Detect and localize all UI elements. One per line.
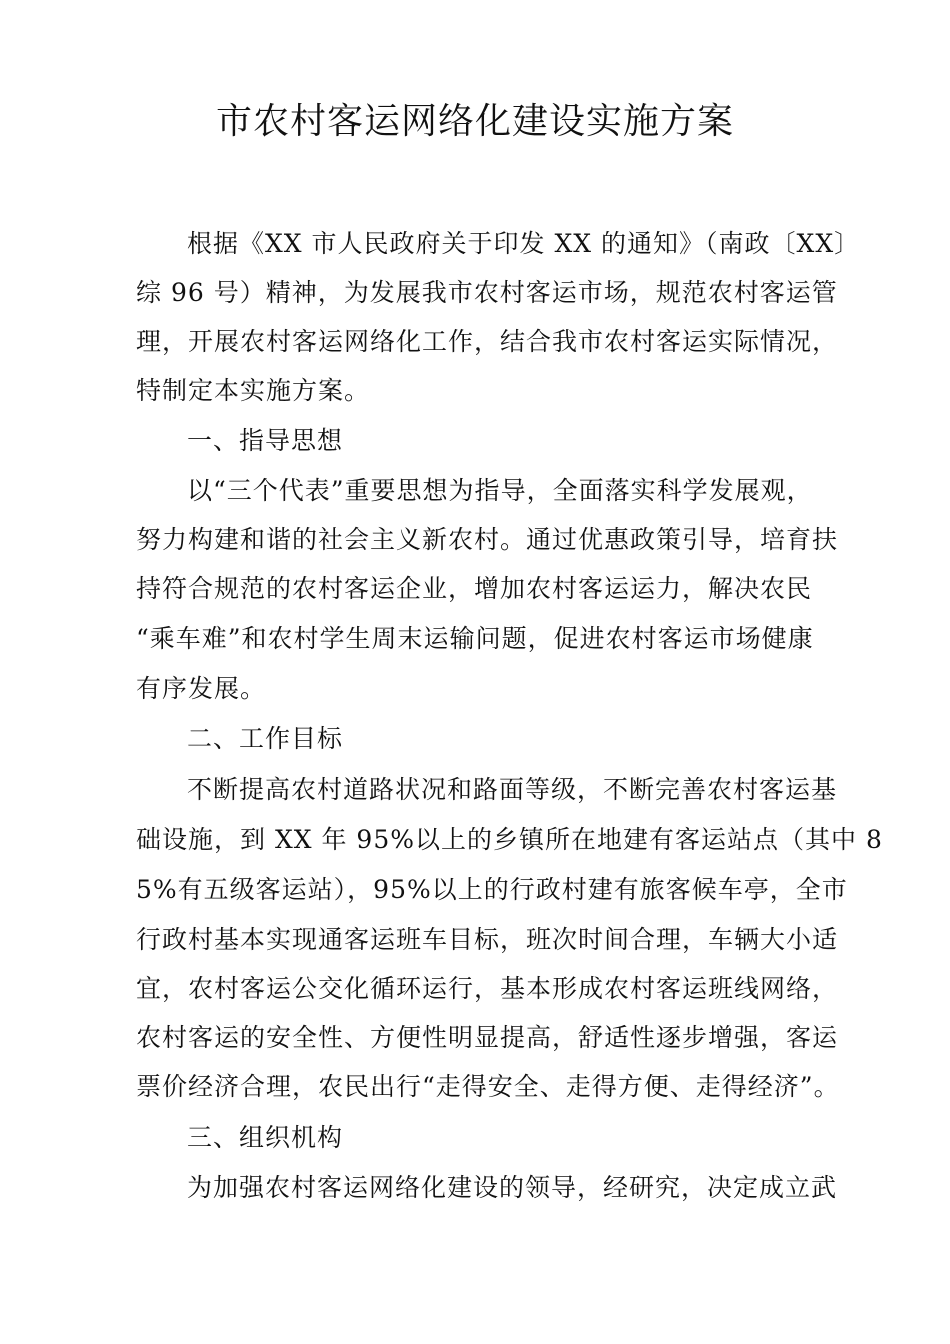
section-heading: 二、工作目标 bbox=[187, 724, 344, 753]
paragraph-line: 宜，农村客运公交化循环运行，基本形成农村客运班线网络， bbox=[136, 974, 839, 1003]
paragraph-line: 础设施，到 XX 年 95%以上的乡镇所在地建有客运站点（其中 8 bbox=[136, 825, 883, 854]
paragraph-line: 特制定本实施方案。 bbox=[136, 376, 371, 405]
paragraph-line: “乘车难”和农村学生周末运输问题，促进农村客运市场健康 bbox=[136, 624, 814, 653]
paragraph-line: 理，开展农村客运网络化工作，结合我市农村客运实际情况， bbox=[136, 327, 839, 356]
paragraph-line: 有序发展。 bbox=[136, 674, 267, 703]
section-heading: 一、指导思想 bbox=[187, 426, 344, 455]
paragraph-line: 票价经济合理，农民出行“走得安全、走得方便、走得经济”。 bbox=[136, 1072, 840, 1101]
paragraph-line: 不断提高农村道路状况和路面等级，不断完善农村客运基 bbox=[187, 775, 838, 804]
paragraph-line: 为加强农村客运网络化建设的领导，经研究，决定成立武 bbox=[187, 1173, 838, 1202]
paragraph-line: 综 96 号）精神，为发展我市农村客运市场，规范农村客运管 bbox=[136, 278, 838, 307]
paragraph-line: 持符合规范的农村客运企业，增加农村客运运力，解决农民 bbox=[136, 574, 813, 603]
paragraph-line: 5%有五级客运站），95%以上的行政村建有旅客候车亭，全市 bbox=[136, 875, 848, 904]
paragraph-line: 以“三个代表”重要思想为指导，全面落实科学发展观， bbox=[187, 476, 813, 505]
document-title: 市农村客运网络化建设实施方案 bbox=[215, 101, 734, 142]
section-heading: 三、组织机构 bbox=[187, 1123, 344, 1152]
paragraph-line: 农村客运的安全性、方便性明显提高，舒适性逐步增强，客运 bbox=[136, 1023, 839, 1052]
paragraph-line: 努力构建和谐的社会主义新农村。通过优惠政策引导，培育扶 bbox=[136, 525, 839, 554]
paragraph-line: 行政村基本实现通客运班车目标，班次时间合理，车辆大小适 bbox=[136, 925, 839, 954]
paragraph-line: 根据《XX 市人民政府关于印发 XX 的通知》（南政〔XX〕 bbox=[187, 229, 861, 258]
